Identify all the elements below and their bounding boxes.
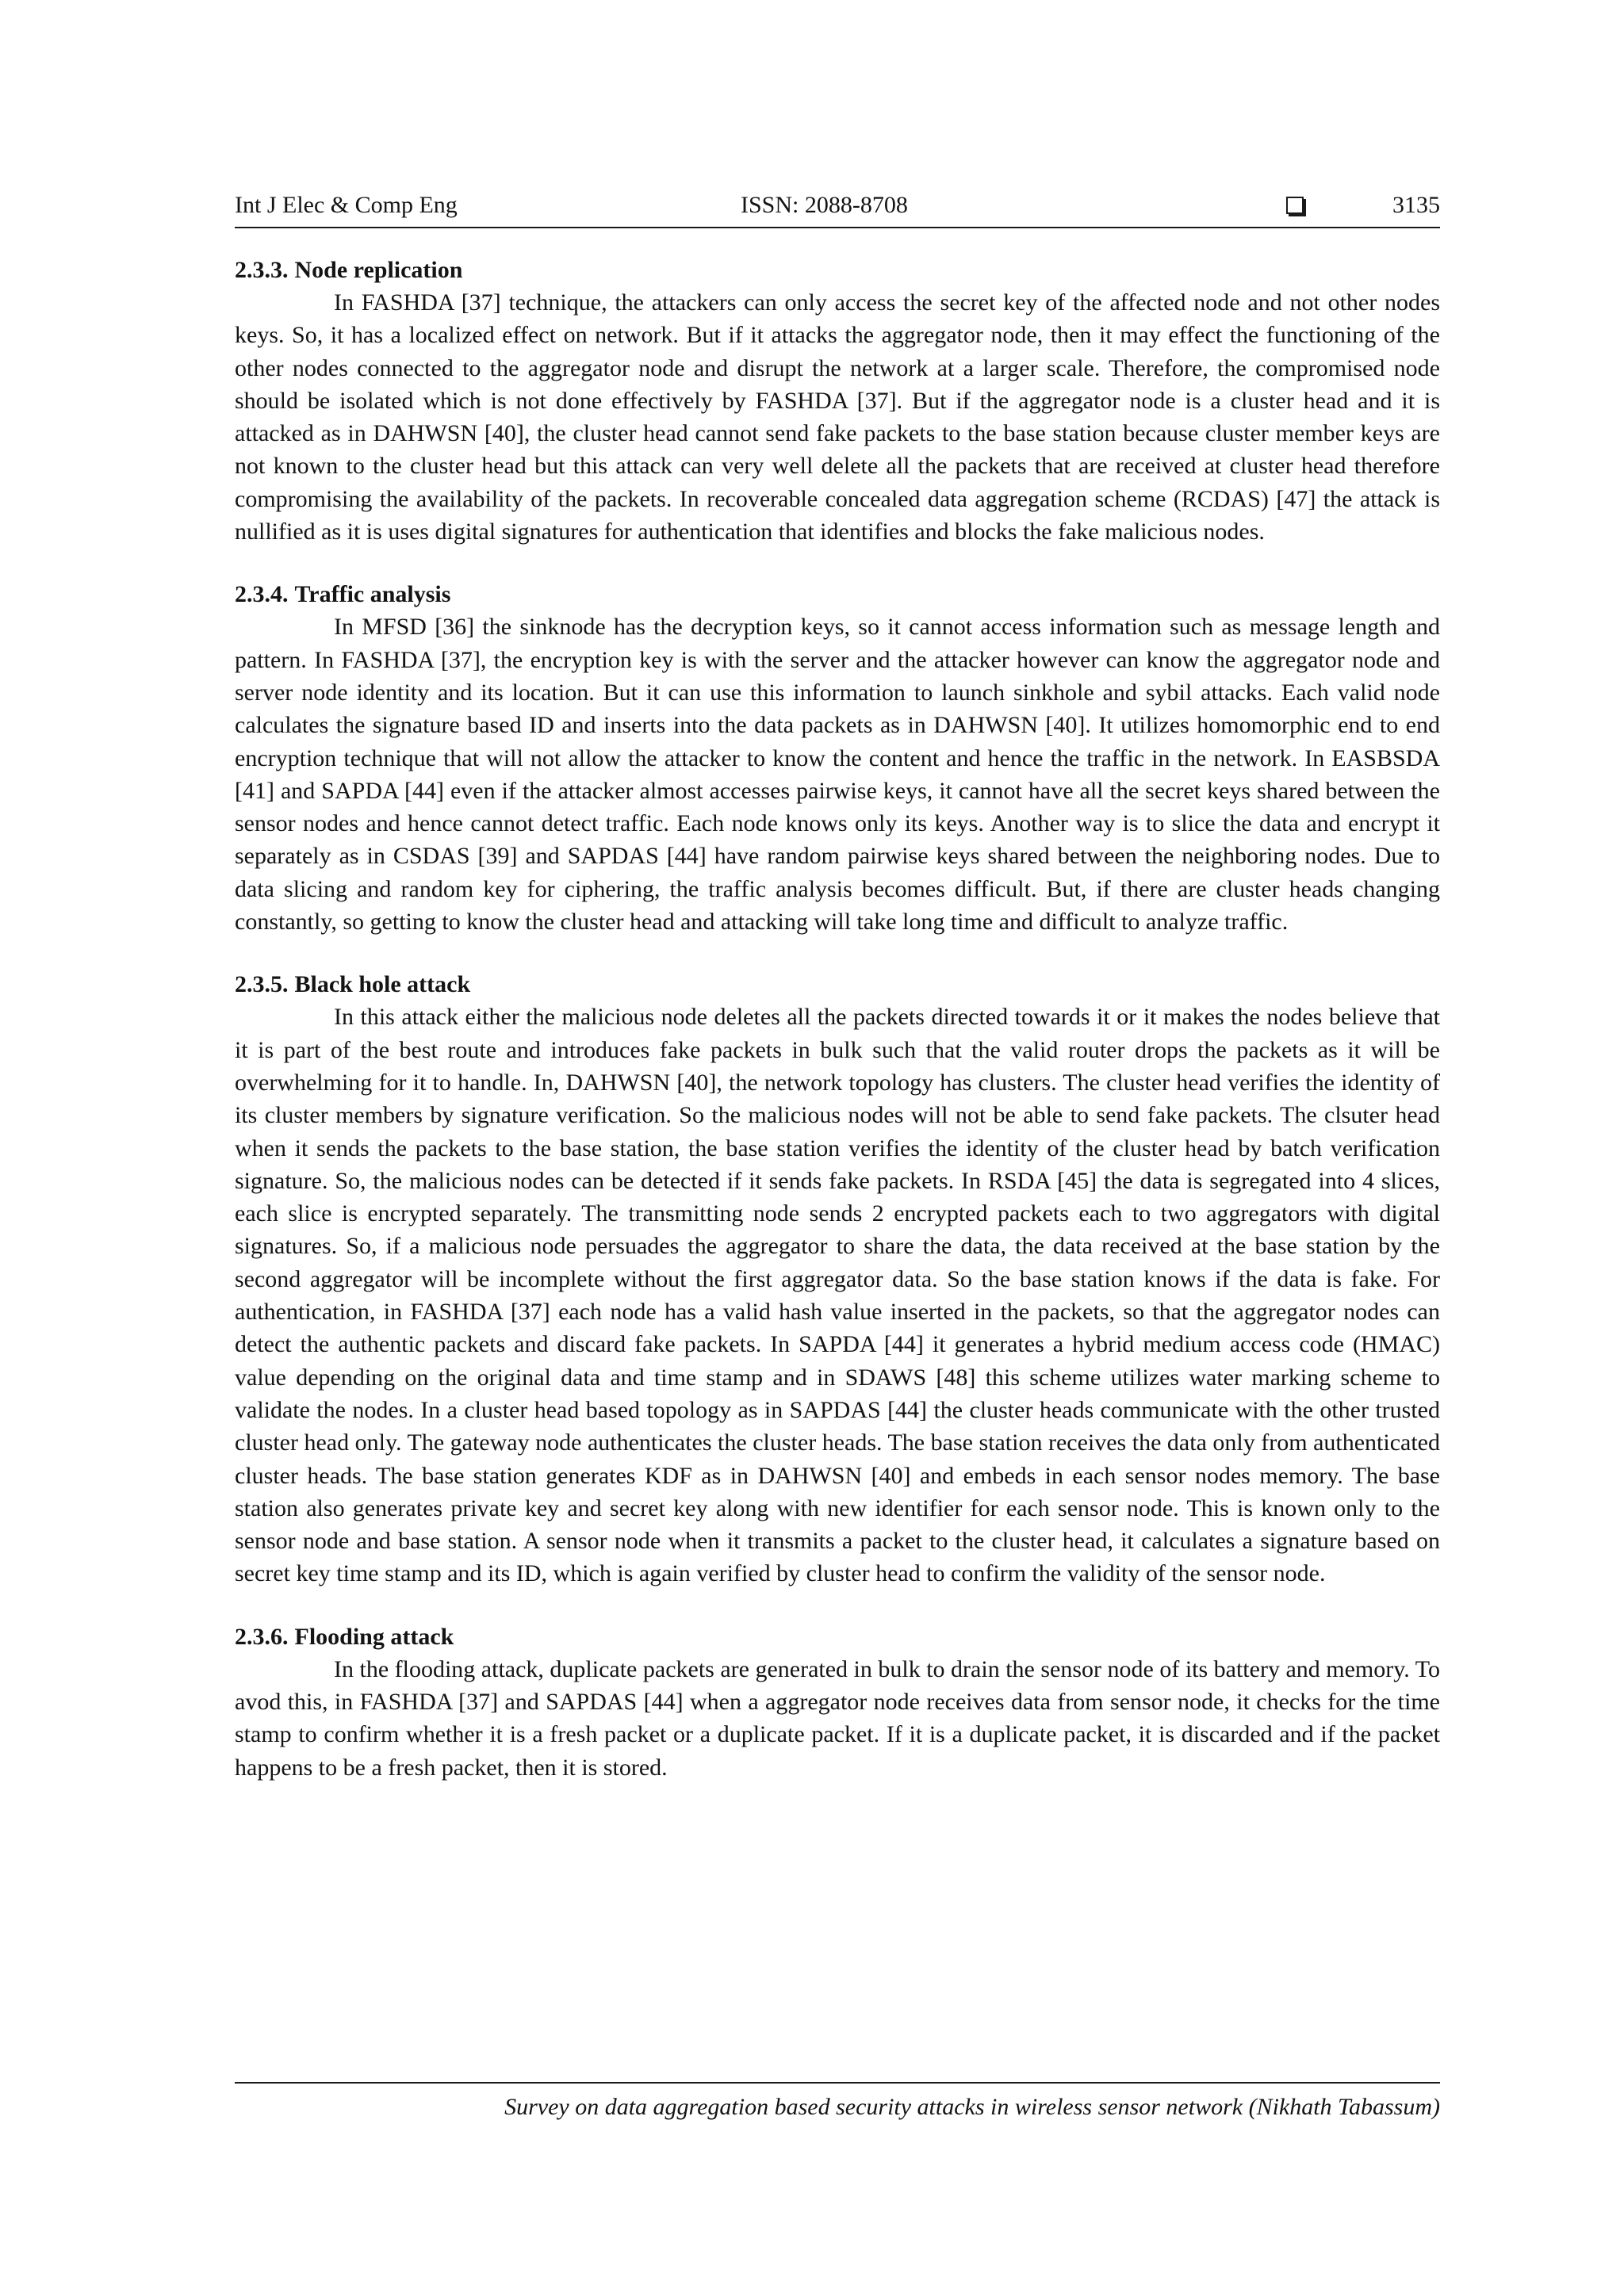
section-heading	[235, 254, 1440, 286]
page-number: 3135	[1392, 192, 1440, 218]
section-black-hole-attack	[235, 968, 1440, 1590]
body-content	[235, 254, 1440, 1814]
section-number: 2.3.6.	[235, 1623, 289, 1650]
section-title: Flooding attack	[294, 1623, 454, 1650]
section-number: 2.3.5.	[235, 971, 289, 998]
section-title: Black hole attack	[294, 971, 471, 998]
running-header	[235, 190, 1440, 228]
section-title: Traffic analysis	[294, 581, 451, 608]
box-icon	[1286, 197, 1304, 214]
section-heading	[235, 1621, 1440, 1653]
section-paragraph: In MFSD [36] the sinknode has the decryption keys, so it cannot access information such as message length and pattern. In FASHDA [37], the encryption key is with the server and the attacker however can know the aggregator node and server node identity and its location. But it can use this information to launch sinkhole and sybil attacks. Each valid node calculates the signature based ID and inserts into the data packets as in DAHWSN [40]. It utilizes homomorphic end to end encryption technique that will not allow the attacker to know the content and hence the traffic in the network. In EASBSDA [41] and SAPDA [44] even if the attacker almost accesses pairwise keys, it cannot have all the secret keys shared between the sensor nodes and hence cannot detect traffic. Each node knows only its keys. Another way is to slice the data and encrypt it separately as in CSDAS [39] and SAPDAS [44] have random pairwise keys shared between the neighboring nodes. Due to data slicing and random key for ciphering, the traffic analysis becomes difficult. But, if there are cluster heads changing constantly, so getting to know the cluster head and attacking will take long time and difficult to analyze traffic.	[235, 614, 1440, 936]
section-paragraph: In FASHDA [37] technique, the attackers can only access the secret key of the affected node and not other nodes keys. So, it has a localized effect on network. But if it attacks the aggregator node, then it may effect the functioning of the other nodes connected to the aggregator node and disrupt the network at a larger scale. Therefore, the compromised node should be isolated which is not done effectively by FASHDA [37]. But if the aggregator node is a cluster head and it is attacked as in DAHWSN [40], the cluster head cannot send fake packets to the base station because cluster member keys are not known to the cluster head but this attack can very well delete all the packets that are received at cluster head therefore compromising the availability of the packets. In recoverable concealed data aggregation scheme (RCDAS) [47] the attack is nullified as it is uses digital signatures for authentication that identifies and blocks the fake malicious nodes.	[235, 289, 1440, 545]
section-heading	[235, 578, 1440, 610]
footer-title: Survey on data aggregation based security attacks in wireless sensor network (Nikhath Tabassum)	[504, 2094, 1440, 2120]
issn: ISSN: 2088-8708	[741, 192, 908, 218]
section-traffic-analysis	[235, 578, 1440, 938]
section-paragraph: In the flooding attack, duplicate packets are generated in bulk to drain the sensor node of its battery and memory. To avod this, in FASHDA [37] and SAPDAS [44] when a aggregator node receives data from sensor node, it checks for the time stamp to confirm whether it is a fresh packet or a duplicate packet. If it is a duplicate packet, it is discarded and if the packet happens to be a fresh packet, then it is stored.	[235, 1655, 1440, 1781]
section-flooding-attack	[235, 1621, 1440, 1784]
section-heading	[235, 968, 1440, 1001]
section-node-replication	[235, 254, 1440, 548]
section-title: Node replication	[294, 257, 463, 283]
section-paragraph: In this attack either the malicious node deletes all the packets directed towards it or it makes the nodes believe that it is part of the best route and introduces fake packets in bulk such that the valid router drops the packets as it will be overwhelming for it to handle. In, DAHWSN [40], the network topology has clusters. The cluster head verifies the identity of its cluster members by signature verification. So the malicious nodes will not be able to send fake packets. The clsuter head when it sends the packets to the base station, the base station verifies the identity of the cluster head by batch verification signature. So, the malicious nodes can be detected if it sends fake packets. In RSDA [45] the data is segregated into 4 slices, each slice is encrypted separately. The transmitting node sends 2 encrypted packets each to two aggregators with digital signatures. So, if a malicious node persuades the aggregator to share the data, the data received at the base station by the second aggregator will be incomplete without the first aggregator data. So the base station knows if the data is fake. For authentication, in FASHDA [37] each node has a valid hash value inserted in the packets, so that the aggregator nodes can detect the authentic packets and discard fake packets. In SAPDA [44] it generates a hybrid medium access code (HMAC) value depending on the original data and time stamp and in SDAWS [48] this scheme utilizes water marking scheme to validate the nodes. In a cluster head based topology as in SAPDAS [44] the cluster heads communicate with the other trusted cluster head only. The gateway node authenticates the cluster heads. The base station receives the data only from authenticated cluster heads. The base station generates KDF as in DAHWSN [40] and embeds in each sensor nodes memory. The base station also generates private key and secret key along with new identifier for each sensor node. This is known only to the sensor node and base station. A sensor node when it transmits a packet to the cluster head, it calculates a signature based on secret key time stamp and its ID, which is again verified by cluster head to confirm the validity of the sensor node.	[235, 1004, 1440, 1587]
section-number: 2.3.3.	[235, 257, 289, 283]
journal-name: Int J Elec & Comp Eng	[235, 192, 458, 218]
running-footer	[235, 2082, 1440, 2123]
section-number: 2.3.4.	[235, 581, 289, 608]
